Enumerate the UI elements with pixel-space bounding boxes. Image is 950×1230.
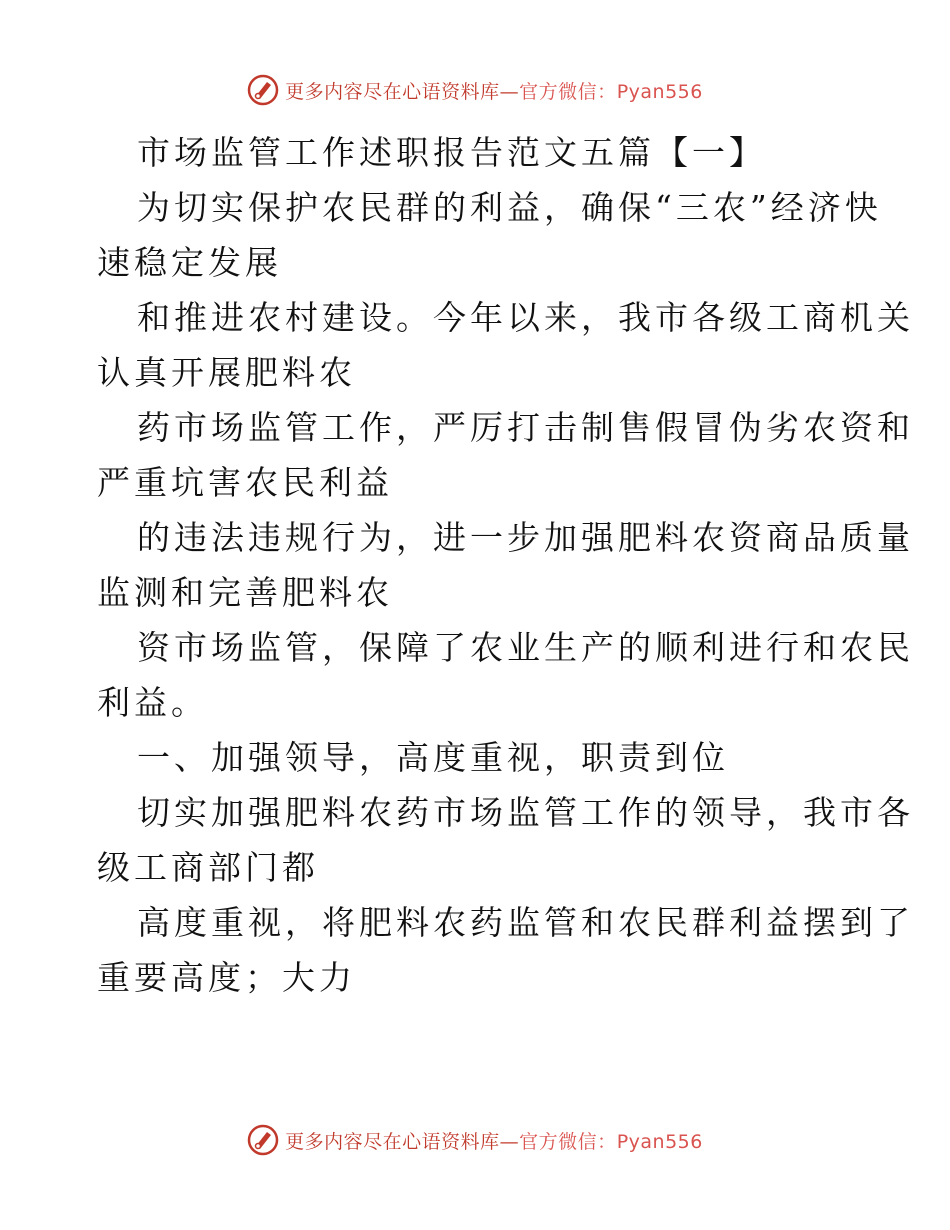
document-title: 市场监管工作述职报告范文五篇【一】 [137, 133, 766, 172]
paragraph-line: 药市场监管工作，严厉打击制售假冒伪劣农资和 [137, 408, 914, 447]
paragraph-line: 速稳定发展 [97, 243, 282, 282]
brand-logo-icon [247, 1124, 279, 1156]
footer-watermark-dash: — [499, 1130, 520, 1153]
paragraph-line: 为切实保护农民群的利益，确保“三农”经济快 [137, 188, 882, 227]
header-watermark-dash: — [499, 80, 520, 103]
footer-watermark-sub: 官方微信： [519, 1130, 617, 1153]
paragraph-line: 认真开展肥料农 [97, 353, 356, 392]
paragraph-line: 级工商部门都 [97, 848, 319, 887]
header-watermark-id: Pyan556 [616, 80, 703, 103]
section-heading: 一、加强领导，高度重视，职责到位 [137, 738, 729, 777]
paragraph-line: 监测和完善肥料农 [97, 573, 393, 612]
document-body [97, 125, 914, 1005]
header-watermark-main: 更多内容尽在心语资料库 [285, 80, 500, 103]
paragraph-line: 切实加强肥料农药市场监管工作的领导，我市各 [137, 793, 914, 832]
footer-watermark-text [285, 1127, 703, 1154]
header-watermark-text [285, 77, 703, 104]
header-watermark [0, 70, 950, 110]
paragraph-line: 利益。 [97, 683, 208, 722]
brand-logo-icon [247, 74, 279, 106]
paragraph-line: 资市场监管，保障了农业生产的顺利进行和农民 [137, 628, 914, 667]
footer-watermark [0, 1120, 950, 1160]
paragraph-line: 的违法违规行为，进一步加强肥料农资商品质量 [137, 518, 914, 557]
paragraph-line: 和推进农村建设。今年以来，我市各级工商机关 [137, 298, 914, 337]
footer-watermark-main: 更多内容尽在心语资料库 [285, 1130, 500, 1153]
header-watermark-sub: 官方微信： [519, 80, 617, 103]
paragraph-line: 严重坑害农民利益 [97, 463, 393, 502]
paragraph-line: 高度重视，将肥料农药监管和农民群利益摆到了 [137, 903, 914, 942]
footer-watermark-id: Pyan556 [616, 1130, 703, 1153]
paragraph-line: 重要高度；大力 [97, 958, 356, 997]
